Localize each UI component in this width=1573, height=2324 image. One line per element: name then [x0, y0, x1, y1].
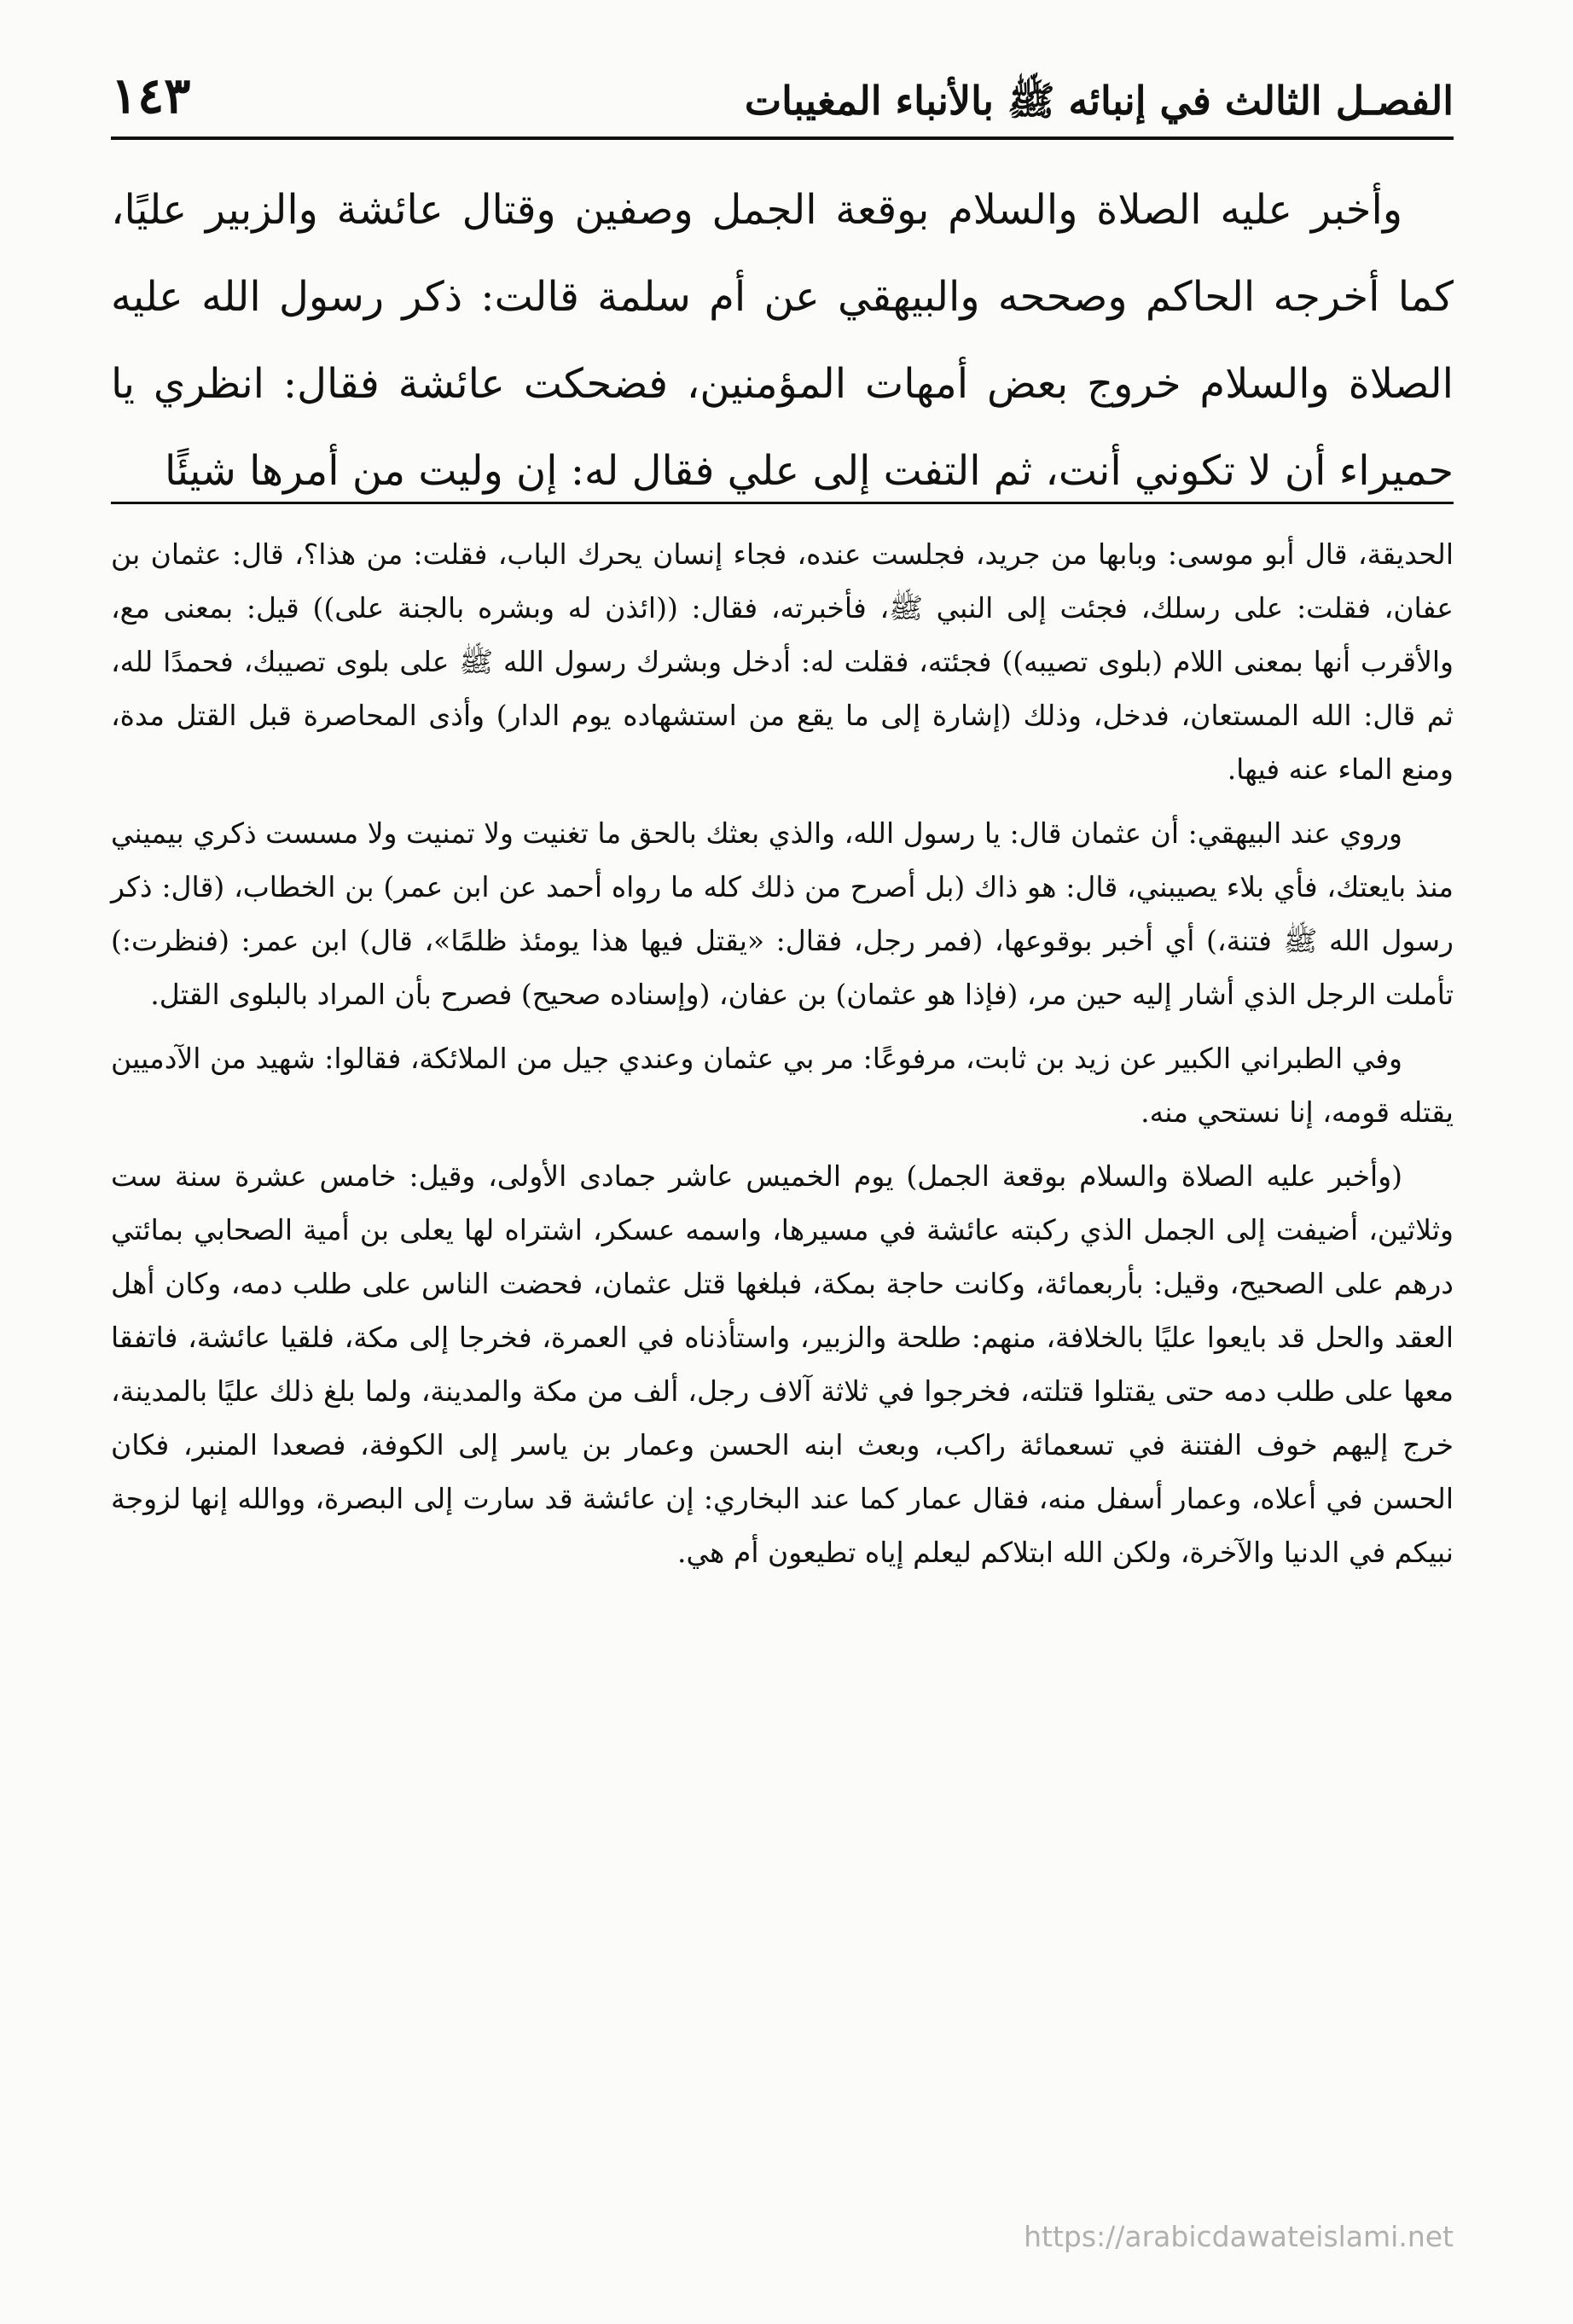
main-text [111, 166, 1454, 514]
footnote-divider [111, 502, 1454, 504]
header-divider [111, 137, 1454, 140]
page-header [111, 51, 1454, 137]
commentary [111, 527, 1454, 1579]
commentary-paragraph-3: وفي الطبراني الكبير عن زيد بن ثابت، مرفوعًا: مر بي عثمان وعندي جيل من الملائكة، فقالوا: شهيد من الآدميين يقتله قومه، إنا نستحي منه. [111, 1042, 1454, 1129]
commentary-paragraph-4: (وأخبر عليه الصلاة والسلام بوقعة الجمل) يوم الخميس عاشر جمادى الأولى، وقيل: خامس عشرة سنة ست وثلاثين، أضيفت إلى الجمل الذي ركبته عائشة في مسيرها، واسمه عسكر، اشتراه لها يعلى بن أمية الصحابي بمائتي درهم على الصحيح، وقيل: بأربعمائة، وكانت حاجة بمكة، فبلغها قتل عثمان، فحضت الناس على طلب دمه، وكان أهل العقد والحل قد بايعوا عليًا بالخلافة، منهم: طلحة والزبير، واستأذناه في العمرة، فخرجا إلى مكة، فلقيا عائشة، فاتفقا معها على طلب دمه حتى يقتلوا قتلته، فخرجوا في ثلاثة آلاف رجل، ألف من مكة والمدينة، ولما بلغ ذلك عليًا بالمدينة، خرج إليهم خوف الفتنة في تسعمائة راكب، وبعث ابنه الحسن وعمار بن ياسر إلى الكوفة، فصعدا المنبر، فكان الحسن في أعلاه، وعمار أسفل منه، فقال عمار كما عند البخاري: إن عائشة قد سارت إلى البصرة، ووالله إنها لزوجة نبيكم في الدنيا والآخرة، ولكن الله ابتلاكم ليعلم إياه تطيعون أم هي. [111, 1159, 1454, 1569]
chapter-title: الفصـل الثالث في إنبائه ﷺ بالأنباء المغيبات [744, 78, 1454, 124]
page-number: ١٤٣ [111, 67, 191, 125]
commentary-paragraph-2: وروي عند البيهقي: أن عثمان قال: يا رسول الله، والذي بعثك بالحق ما تغنيت ولا تمنيت ولا مسست ذكري بيميني منذ بايعتك، فأي بلاء يصيبني، قال: هو ذاك (بل أصرح من ذلك كله ما رواه أحمد عن ابن عمر) بن الخطاب، (قال: ذكر رسول الله ﷺ فتنة،) أي أخبر بوقوعها، (فمر رجل، فقال: «يقتل فيها هذا يومئذ ظلمًا»، قال) ابن عمر: (فنظرت:) تأملت الرجل الذي أشار إليه حين مر، (فإذا هو عثمان) بن عفان، (وإسناده صحيح) فصرح بأن المراد بالبلوى القتل. [111, 816, 1454, 1011]
watermark-url: https://arabicdawateislami.net [1024, 2220, 1454, 2253]
main-paragraph: وأخبر عليه الصلاة والسلام بوقعة الجمل وصفين وقتال عائشة والزبير عليًا، كما أخرجه الحاكم وصححه والبيهقي عن أم سلمة قالت: ذكر رسول الله عليه الصلاة والسلام خروج بعض أمهات المؤمنين، فضحكت عائشة فقال: انظري يا حميراء أن لا تكوني أنت، ثم التفت إلى علي فقال له: إن وليت من أمرها شيئًا [111, 186, 1454, 495]
commentary-paragraph-1: الحديقة، قال أبو موسى: وبابها من جريد، فجلست عنده، فجاء إنسان يحرك الباب، فقلت: من هذا؟، قال: عثمان بن عفان، فقلت: على رسلك، فجئت إلى النبي ﷺ، فأخبرته، فقال: ((ائذن له وبشره بالجنة على)) قيل: بمعنى مع، والأقرب أنها بمعنى اللام (بلوى تصيبه)) فجئته، فقلت له: أدخل وبشرك رسول الله ﷺ على بلوى تصيبك، فحمدًا لله، ثم قال: الله المستعان، فدخل، وذلك (إشارة إلى ما يقع من استشهاده يوم الدار) وأذى المحاصرة قبل القتل مدة، ومنع الماء عنه فيها. [111, 537, 1454, 786]
